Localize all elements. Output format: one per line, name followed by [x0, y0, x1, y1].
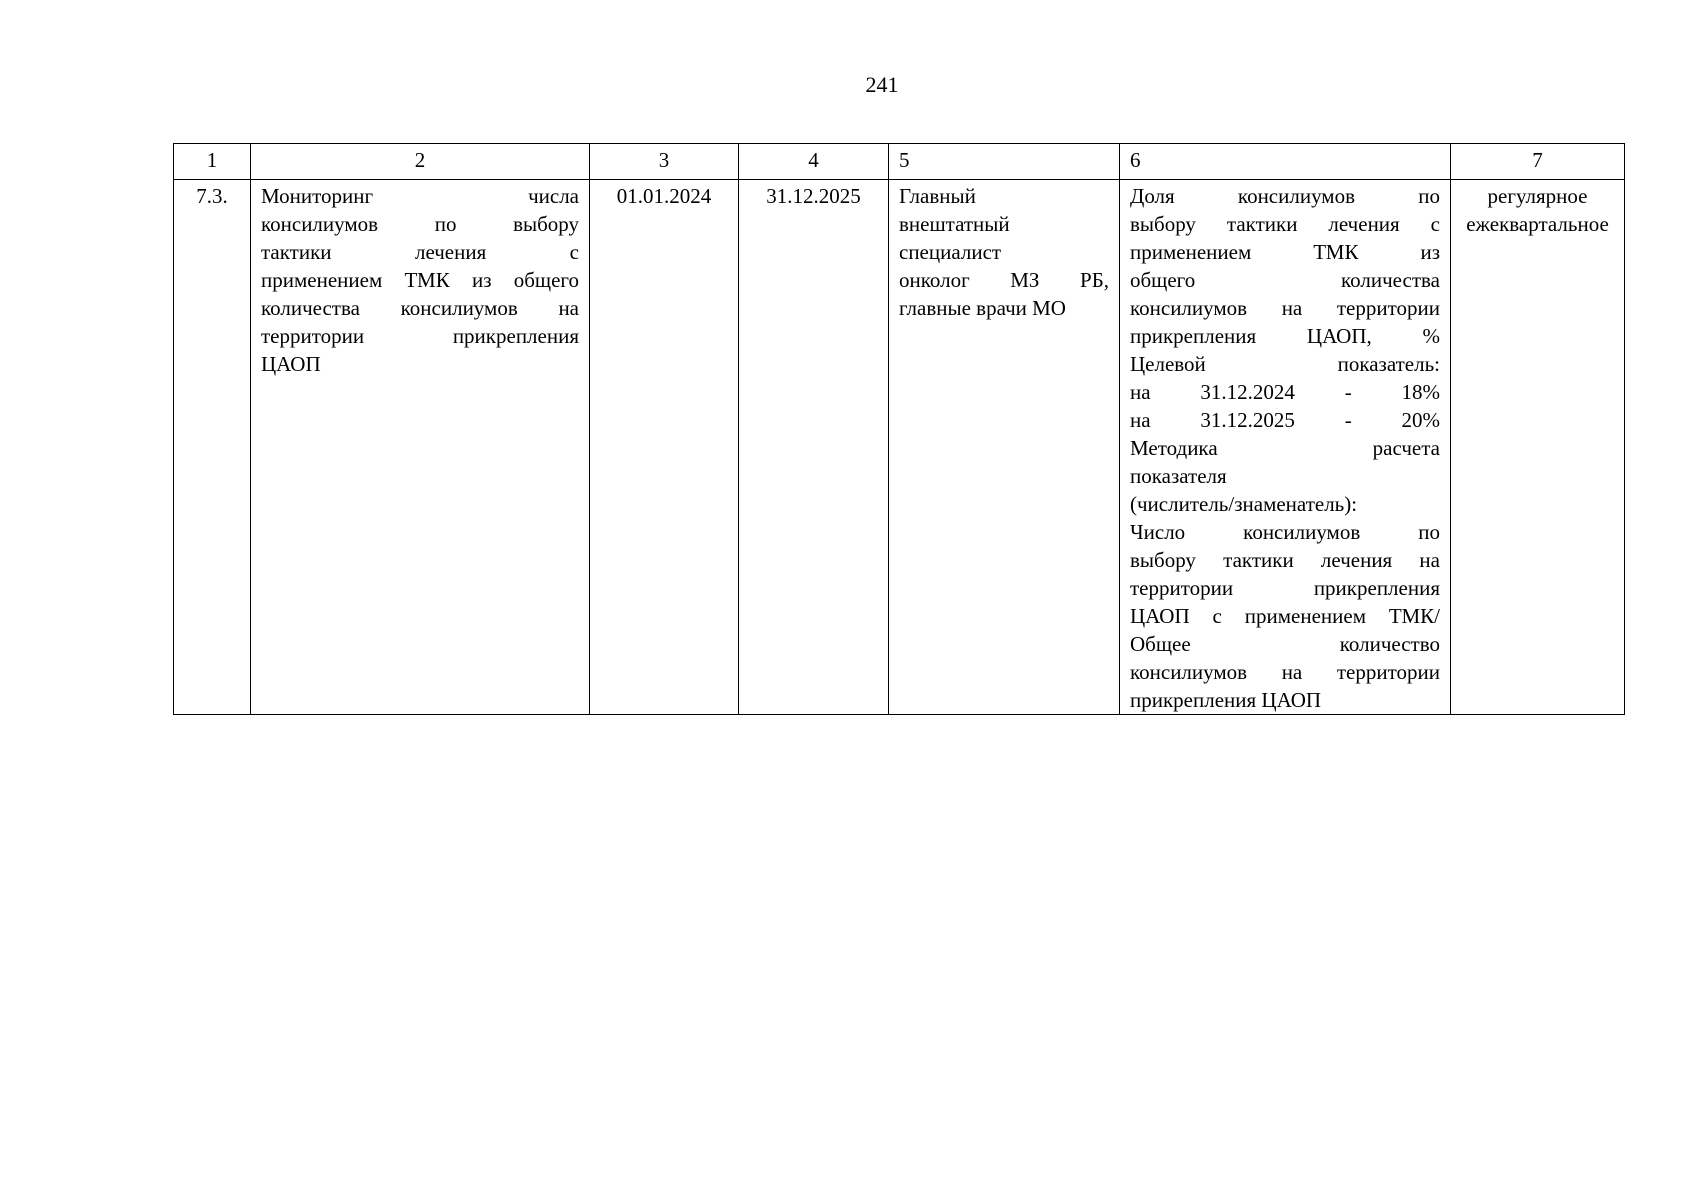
- responsible-line: Главный: [899, 184, 976, 208]
- indicator-line: выбору тактики лечения на: [1130, 548, 1440, 572]
- header-cell-6: 6: [1120, 144, 1451, 180]
- activity-line: Мониторинг числа: [261, 184, 579, 208]
- indicator-line: консилиумов на территории: [1130, 296, 1440, 320]
- end-date: 31.12.2025: [739, 180, 889, 715]
- activity-line: применением ТМК из общего: [261, 268, 579, 292]
- indicator-line: Число консилиумов по: [1130, 520, 1440, 544]
- responsible-line: главные врачи МО: [899, 296, 1066, 320]
- activity-line: ЦАОП: [261, 352, 321, 376]
- header-cell-2: 2: [251, 144, 590, 180]
- header-cell-7: 7: [1451, 144, 1625, 180]
- indicator-line: применением ТМК из: [1130, 240, 1440, 264]
- indicator-line: выбору тактики лечения с: [1130, 212, 1440, 236]
- indicator-line: Методика расчета: [1130, 436, 1440, 460]
- activity-cell: [251, 180, 590, 715]
- activity-line: количества консилиумов на: [261, 296, 579, 320]
- header-row: [174, 144, 1625, 180]
- indicator-line: общего количества: [1130, 268, 1440, 292]
- indicator-line: ЦАОП с применением ТМК/: [1130, 604, 1440, 628]
- responsible-line: внештатный: [899, 212, 1010, 236]
- indicator-line: Целевой показатель:: [1130, 352, 1440, 376]
- indicator-line: на 31.12.2024 - 18%: [1130, 380, 1440, 404]
- indicator-line: на 31.12.2025 - 20%: [1130, 408, 1440, 432]
- row-number: 7.3.: [174, 180, 251, 715]
- header-cell-1: 1: [174, 144, 251, 180]
- indicator-line: консилиумов на территории: [1130, 660, 1440, 684]
- responsible-line: онколог МЗ РБ,: [899, 268, 1109, 292]
- table-row: [174, 180, 1625, 715]
- indicator-line: Доля консилиумов по: [1130, 184, 1440, 208]
- periodicity-line: регулярное: [1487, 184, 1588, 208]
- header-cell-5: 5: [889, 144, 1120, 180]
- indicator-line: прикрепления ЦАОП: [1130, 688, 1322, 712]
- responsible-cell: [889, 180, 1120, 715]
- activity-line: тактики лечения с: [261, 240, 579, 264]
- header-cell-4: 4: [739, 144, 889, 180]
- indicator-line: прикрепления ЦАОП, %: [1130, 324, 1440, 348]
- periodicity-cell: [1451, 180, 1625, 715]
- plan-table: [173, 143, 1625, 715]
- indicator-line: Общее количество: [1130, 632, 1440, 656]
- indicator-line: показателя: [1130, 464, 1227, 488]
- page-number: 241: [865, 72, 899, 97]
- start-date: 01.01.2024: [590, 180, 739, 715]
- indicator-cell: [1120, 180, 1451, 715]
- indicator-line: территории прикрепления: [1130, 576, 1440, 600]
- responsible-line: специалист: [899, 240, 1002, 264]
- header-cell-3: 3: [590, 144, 739, 180]
- activity-line: консилиумов по выбору: [261, 212, 579, 236]
- indicator-line: (числитель/знаменатель):: [1130, 492, 1358, 516]
- activity-line: территории прикрепления: [261, 324, 579, 348]
- periodicity-line: ежеквартальное: [1466, 212, 1609, 236]
